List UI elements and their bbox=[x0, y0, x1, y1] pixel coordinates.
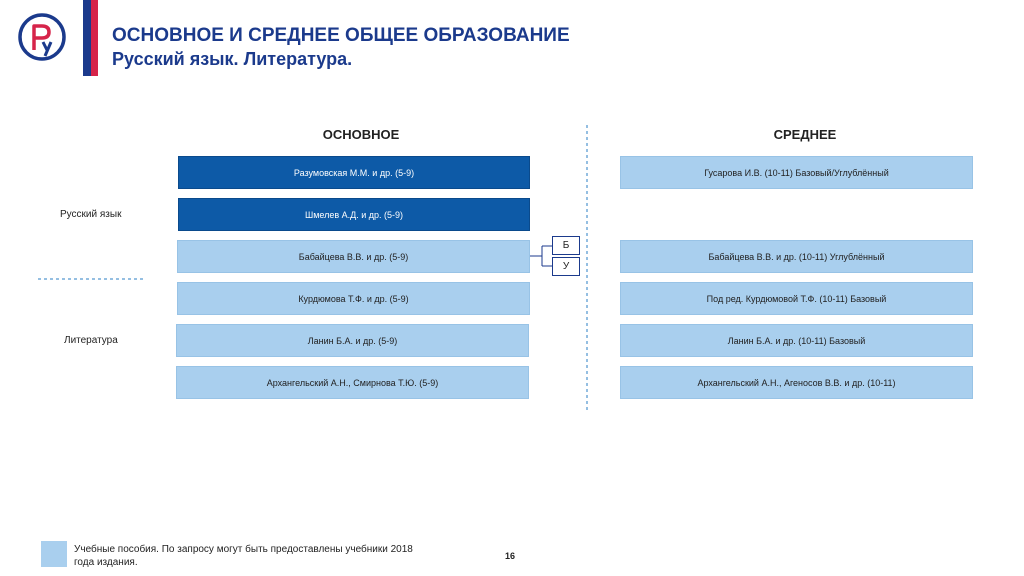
header-accent-bar-blue bbox=[83, 0, 91, 76]
column-header-secondary: СРЕДНЕЕ bbox=[773, 127, 837, 142]
legend-text: Учебные пособия. По запросу могут быть предоставлены учебники 2018 года издания. bbox=[74, 544, 413, 568]
basic-box-arkhangelsky[interactable]: Архангельский А.Н., Смирнова Т.Ю. (5-9) bbox=[176, 366, 529, 399]
secondary-box-kurdyumova[interactable]: Под ред. Курдюмовой Т.Ф. (10-11) Базовый bbox=[620, 282, 973, 315]
secondary-box-lanin[interactable]: Ланин Б.А. и др. (10-11) Базовый bbox=[620, 324, 973, 357]
basic-box-razumovskaya[interactable]: Разумовская М.М. и др. (5-9) bbox=[178, 156, 530, 189]
column-header-basic: ОСНОВНОЕ bbox=[322, 127, 400, 142]
subject-label-literature: Литература bbox=[64, 335, 118, 346]
basic-box-babaytseva[interactable]: Бабайцева В.В. и др. (5-9) bbox=[177, 240, 530, 273]
level-box-b: Б bbox=[552, 236, 580, 255]
basic-box-lanin[interactable]: Ланин Б.А. и др. (5-9) bbox=[176, 324, 529, 357]
secondary-box-babaytseva[interactable]: Бабайцева В.В. и др. (10-11) Углублённый bbox=[620, 240, 973, 273]
page-title: ОСНОВНОЕ И СРЕДНЕЕ ОБЩЕЕ ОБРАЗОВАНИЕ bbox=[112, 25, 570, 46]
page-number: 16 bbox=[505, 551, 516, 561]
basic-box-shmelev[interactable]: Шмелев А.Д. и др. (5-9) bbox=[178, 198, 530, 231]
subject-label-russian: Русский язык bbox=[60, 209, 122, 220]
basic-box-kurdyumova[interactable]: Курдюмова Т.Ф. и др. (5-9) bbox=[177, 282, 530, 315]
logo-icon bbox=[17, 12, 67, 62]
secondary-box-gusarova[interactable]: Гусарова И.В. (10-11) Базовый/Углублённый bbox=[620, 156, 973, 189]
legend-swatch bbox=[41, 541, 67, 567]
header-accent-bar-red bbox=[91, 0, 98, 76]
page-subtitle: Русский язык. Литература. bbox=[112, 49, 353, 69]
level-box-u: У bbox=[552, 257, 580, 276]
secondary-box-arkhangelsky[interactable]: Архангельский А.Н., Агеносов В.В. и др. (10-11) bbox=[620, 366, 973, 399]
